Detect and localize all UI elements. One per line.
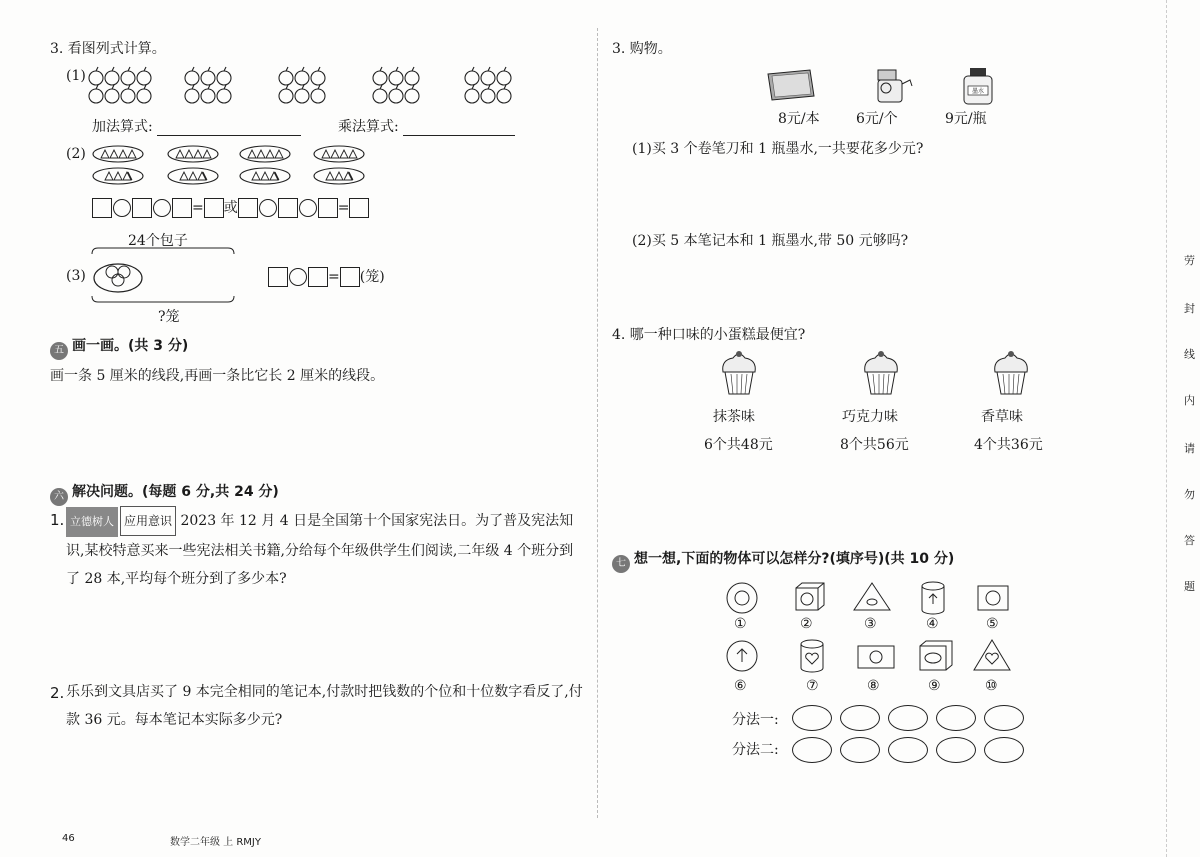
answer-box[interactable] — [172, 198, 192, 218]
object-number-6: ⑥ — [734, 678, 747, 694]
object-number-1: ① — [734, 616, 747, 632]
answer-box[interactable] — [308, 267, 328, 287]
method-1-answer-oval[interactable] — [936, 705, 976, 731]
margin-char: 勿 — [1184, 488, 1195, 501]
application-tag: 应用意识 — [120, 506, 176, 536]
object-number-2: ② — [800, 616, 813, 632]
object-2-cube-icon — [796, 583, 824, 610]
operator-circle[interactable] — [289, 268, 307, 286]
object-8-box-icon — [858, 646, 894, 668]
object-7-cylinder-icon — [801, 640, 823, 672]
operator-circle[interactable] — [113, 199, 131, 217]
margin-char: 请 — [1184, 442, 1195, 455]
object-number-3: ③ — [864, 616, 877, 632]
cake-price-matcha: 6个共48元 — [704, 437, 773, 453]
problem-2-text: 乐乐到文具店买了 9 本完全相同的笔记本,付款时把钱数的个位和十位数字看反了,付款 36 元。每本笔记本实际多少元? — [66, 684, 583, 728]
object-5-cube-icon — [978, 586, 1008, 610]
method-1-answer-oval[interactable] — [984, 705, 1024, 731]
or-label: 或 — [223, 200, 238, 216]
sharpener-price: 6元/个 — [856, 111, 898, 127]
q3-part3-label: (3) — [66, 268, 86, 284]
cake-question-title: 4. 哪一种口味的小蛋糕最便宜? — [612, 327, 806, 343]
moral-tag: 立德树人 — [66, 507, 118, 537]
section-solve-title: 六 解决问题。(每题 6 分,共 24 分) — [50, 481, 279, 506]
bun-total-label: 24个包子 — [128, 233, 188, 249]
object-3-pyramid-icon — [854, 583, 890, 610]
multiplication-label: 乘法算式: — [338, 119, 399, 135]
object-number-5: ⑤ — [986, 616, 999, 632]
answer-box[interactable] — [278, 198, 298, 218]
binding-line — [1166, 0, 1167, 857]
method-2-answer-oval[interactable] — [936, 737, 976, 763]
shopping-title: 3. 购物。 — [612, 41, 672, 57]
triangle-ovals-image — [88, 142, 378, 188]
section-classify-title: 七 想一想,下面的物体可以怎样分?(填序号)(共 10 分) — [612, 548, 954, 573]
shopping-items-image — [760, 64, 1060, 108]
q3-title: 3. 看图列式计算。 — [50, 41, 166, 57]
method-2-answer-oval[interactable] — [840, 737, 880, 763]
problem-2-number: 2. — [50, 684, 65, 702]
answer-box[interactable] — [268, 267, 288, 287]
answer-box[interactable] — [238, 198, 258, 218]
answer-box[interactable] — [92, 198, 112, 218]
bun-basket-image — [88, 246, 248, 306]
cake-price-chocolate: 8个共56元 — [840, 437, 909, 453]
method-1-answer-oval[interactable] — [792, 705, 832, 731]
page-number: 46 — [62, 833, 75, 844]
object-4-cylinder-icon — [922, 582, 944, 614]
addition-formula-row — [92, 116, 301, 136]
method-1-label: 分法一: — [732, 712, 779, 728]
draw-instruction: 画一条 5 厘米的线段,再画一条比它长 2 厘米的线段。 — [50, 368, 385, 384]
object-9-cube-icon — [920, 641, 952, 670]
book-title: 数学二年级 上 RMJY — [170, 837, 261, 848]
cake-flavor-matcha: 抹茶味 — [713, 409, 755, 425]
ink-price: 9元/瓶 — [945, 111, 987, 127]
section-number-icon: 七 — [612, 555, 630, 573]
margin-char: 内 — [1184, 394, 1195, 407]
operator-circle[interactable] — [153, 199, 171, 217]
cake-flavor-chocolate: 巧克力味 — [842, 409, 898, 425]
object-number-7: ⑦ — [806, 678, 819, 694]
answer-box[interactable] — [318, 198, 338, 218]
equation-boxes-row: = 或 = — [92, 197, 369, 218]
margin-char: 封 — [1184, 302, 1195, 315]
notebook-icon — [768, 70, 814, 100]
addition-answer-line[interactable] — [157, 135, 301, 136]
answer-box[interactable] — [340, 267, 360, 287]
object-number-4: ④ — [926, 616, 939, 632]
section-number-icon: 五 — [50, 342, 68, 360]
answer-box[interactable] — [132, 198, 152, 218]
margin-char: 劳 — [1184, 254, 1195, 267]
problem-1 — [66, 506, 586, 593]
object-10-pyramid-icon — [974, 640, 1010, 670]
object-6-sphere-icon — [727, 641, 757, 671]
margin-char: 题 — [1184, 580, 1195, 593]
cake-flavor-vanilla: 香草味 — [981, 409, 1023, 425]
cupcakes-image — [705, 350, 1065, 404]
page-divider — [597, 28, 598, 818]
notebook-price: 8元/本 — [778, 111, 820, 127]
method-2-answer-oval[interactable] — [888, 737, 928, 763]
shopping-question-1: (1)买 3 个卷笔刀和 1 瓶墨水,一共要花多少元? — [632, 141, 924, 157]
operator-circle[interactable] — [299, 199, 317, 217]
unit-label: (笼) — [359, 269, 385, 285]
addition-label: 加法算式: — [92, 119, 153, 135]
margin-char: 答 — [1184, 534, 1195, 547]
problem-1-text: 2023 年 12 月 4 日是全国第十个国家宪法日。为了普及宪法知识,某校特意买来一些宪法相关书籍,分给每个年级供学生们阅读,二年级 4 个班分到了 28 本,平均每个班分到了多少本? — [66, 513, 574, 587]
method-2-answer-oval[interactable] — [792, 737, 832, 763]
multiplication-answer-line[interactable] — [403, 135, 515, 136]
q3-part2-label: (2) — [66, 146, 86, 162]
answer-box[interactable] — [204, 198, 224, 218]
object-1-clock-icon — [727, 583, 757, 613]
method-1-answer-oval[interactable] — [888, 705, 928, 731]
object-number-9: ⑨ — [928, 678, 941, 694]
cake-price-vanilla: 4个共36元 — [974, 437, 1043, 453]
margin-char: 线 — [1184, 348, 1195, 361]
answer-box[interactable] — [349, 198, 369, 218]
ink-label: 墨水 — [971, 88, 985, 95]
division-equation-row: = (笼) — [268, 266, 385, 287]
bun-question-label: ?笼 — [158, 309, 180, 325]
apple-groups-image — [88, 66, 538, 106]
method-2-answer-oval[interactable] — [984, 737, 1024, 763]
section-number-icon: 六 — [50, 488, 68, 506]
multiplication-formula-row — [338, 116, 515, 136]
sharpener-icon — [878, 70, 912, 102]
shopping-question-2: (2)买 5 本笔记本和 1 瓶墨水,带 50 元够吗? — [632, 233, 909, 249]
object-number-10: ⑩ — [985, 678, 998, 694]
method-1-answer-oval[interactable] — [840, 705, 880, 731]
operator-circle[interactable] — [259, 199, 277, 217]
object-number-8: ⑧ — [867, 678, 880, 694]
ink-bottle-icon — [964, 68, 992, 104]
q3-part1-label: (1) — [66, 68, 86, 84]
section-draw-title: 五 画一画。(共 3 分) — [50, 335, 188, 360]
method-2-label: 分法二: — [732, 742, 779, 758]
problem-1-number: 1. — [50, 511, 65, 529]
